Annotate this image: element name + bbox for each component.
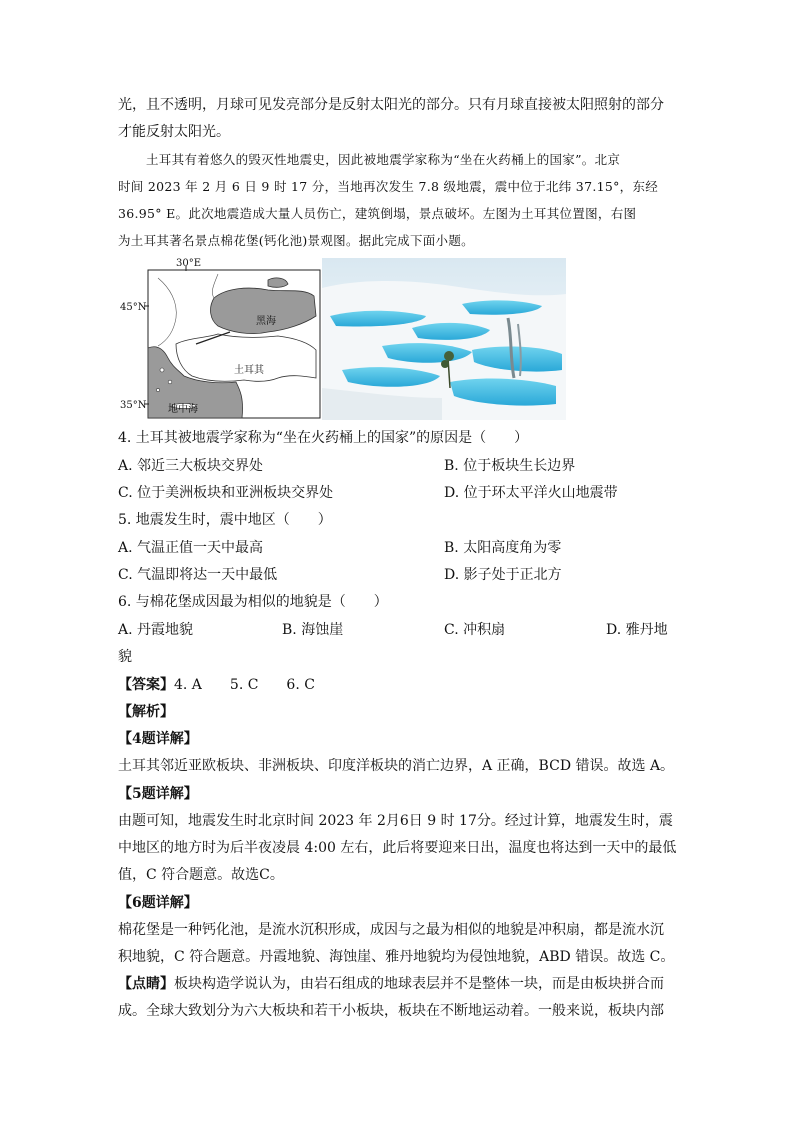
question-6-option-c: C. 冲积扇: [444, 622, 506, 638]
answer-label: 【答案】: [118, 677, 174, 693]
answer-line: [118, 675, 315, 695]
question-6-option-d: D. 雅丹地: [606, 622, 668, 638]
question-6-stem: 6. 与棉花堡成因最为相似的地貌是（ ）: [118, 594, 388, 610]
detail-6-line-2: 积地貌，C 符合题意。丹霞地貌、海蚀崖、雅丹地貌均为侵蚀地貌，ABD 错误。故选 C。: [118, 949, 675, 965]
map-lon-label: 30°E: [176, 258, 202, 269]
turkey-location-map: [118, 258, 322, 420]
map-mediterranean-label: 地中海: [168, 404, 198, 415]
detail-4-label: 【4题详解】: [118, 731, 198, 747]
tip-line-2: 成。全球大致划分为六大板块和若干小板块，板块在不断地运动着。一般来说，板块内部: [118, 1003, 664, 1019]
tip-label: 【点睛】: [118, 976, 174, 992]
detail-5-line-3: 值，C 符合题意。故选C。: [118, 867, 284, 883]
passage-line-3: 36.95° E。此次地震造成大量人员伤亡，建筑倒塌，景点破坏。左图为土耳其位置图，右图: [118, 206, 637, 221]
question-6-option-b: B. 海蚀崖: [282, 622, 344, 638]
question-5-option-c: C. 气温即将达一天中最低: [118, 567, 278, 583]
detail-6-label: 【6题详解】: [118, 895, 198, 911]
detail-5-line-2: 中地区的地方时为后半夜凌晨 4:00 左右，此后将要迎来日出，温度也将达到一天中的最低: [118, 840, 677, 856]
map-lat-bottom: 35°N: [120, 400, 147, 411]
question-4-option-c: C. 位于美洲板块和亚洲板块交界处: [118, 485, 334, 501]
pamukkale-photo: [322, 258, 566, 420]
passage-line-4: 为土耳其著名景点棉花堡(钙化池)景观图。据此完成下面小题。: [118, 233, 474, 248]
question-5-option-d: D. 影子处于正北方: [444, 567, 562, 583]
question-4-stem: 4. 土耳其被地震学家称为“坐在火药桶上的国家”的原因是（ ）: [118, 430, 529, 446]
answer-values: 4. A 5. C 6. C: [174, 677, 315, 693]
detail-4-text: 土耳其邻近亚欧板块、非洲板块、印度洋板块的消亡边界，A 正确，BCD 错误。故选 A。: [118, 758, 675, 774]
map-turkey-label: 土耳其: [234, 365, 264, 376]
detail-5-label: 【5题详解】: [118, 786, 198, 802]
question-4-option-a: A. 邻近三大板块交界处: [118, 458, 264, 474]
question-5-option-a: A. 气温正值一天中最高: [118, 540, 264, 556]
question-4-option-d: D. 位于环太平洋火山地震带: [444, 485, 618, 501]
tip-line-1: [118, 974, 664, 994]
map-lat-top: 45°N: [120, 302, 147, 313]
question-6-option-d-continued: 貌: [118, 649, 132, 665]
question-5-option-b: B. 太阳高度角为零: [444, 540, 562, 556]
passage-line-2: 时间 2023 年 2 月 6 日 9 时 17 分，当地再次发生 7.8 级地震，震中位于北纬 37.15°，东经: [118, 179, 659, 194]
passage-line-1: 土耳其有着悠久的毁灭性地震史，因此被地震学家称为“坐在火药桶上的国家”。北京: [146, 152, 621, 167]
map-black-sea-label: 黑海: [256, 316, 276, 327]
intro-line-1: 光，且不透明，月球可见发亮部分是反射太阳光的部分。只有月球直接被太阳照射的部分: [118, 97, 664, 113]
intro-line-2: 才能反射太阳光。: [118, 124, 230, 140]
analysis-label: 【解析】: [118, 704, 174, 720]
question-6-option-a: A. 丹霞地貌: [118, 622, 194, 638]
tip-text-1: 板块构造学说认为，由岩石组成的地球表层并不是整体一块，而是由板块拼合而: [174, 976, 664, 992]
question-4-option-b: B. 位于板块生长边界: [444, 458, 576, 474]
detail-6-line-1: 棉花堡是一种钙化池，是流水沉积形成，成因与之最为相似的地貌是冲积扇，都是流水沉: [118, 922, 664, 938]
question-5-stem: 5. 地震发生时，震中地区（ ）: [118, 512, 332, 528]
detail-5-line-1: 由题可知，地震发生时北京时间 2023 年 2月6日 9 时 17分。经过计算，地震发生时，震: [118, 813, 673, 829]
